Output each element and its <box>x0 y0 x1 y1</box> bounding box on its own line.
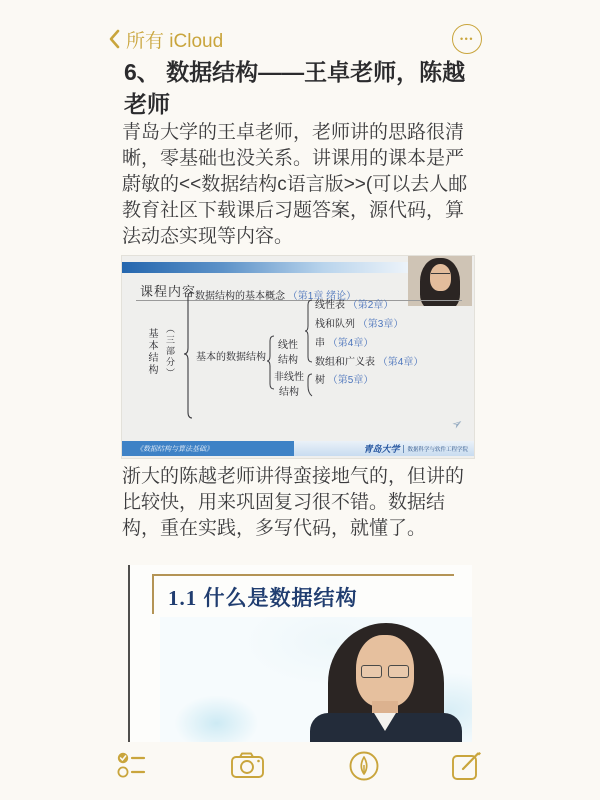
slide-heading: 课程内容 <box>140 284 197 299</box>
tree-root-note: （三部分） <box>165 324 175 379</box>
tree-leaf: 数组和广义表 <box>315 357 375 368</box>
tree-node-linear-line2: 结构 <box>278 355 298 366</box>
tree-node-basic: 基本的数据结构 <box>196 352 266 363</box>
tree-leaf-ref: （第5章） <box>327 375 374 386</box>
tree-node-linear-line1: 线性 <box>278 340 298 351</box>
back-button[interactable] <box>108 26 223 52</box>
tree-node-nonlinear-line2: 结构 <box>279 387 299 398</box>
tree-leaf: 栈和队列 <box>315 319 355 330</box>
note-title[interactable]: 6、 数据结构——王卓老师，陈越老师 <box>124 59 466 117</box>
tree-leaf: 线性表 <box>315 300 345 311</box>
chevron-left-icon <box>108 29 120 49</box>
tree-node-nonlinear-line1: 非线性 <box>274 372 304 383</box>
tree-leaf-ref: （第2章） <box>347 300 394 311</box>
university-logo-text: 青岛大学 <box>363 444 400 454</box>
lecturer-video-frame <box>160 617 472 742</box>
camera-icon[interactable] <box>230 750 266 785</box>
tree-node-concept: 数据结构的基本概念 <box>195 291 285 302</box>
note-paragraph-1[interactable]: 青岛大学的王卓老师，老师讲的思路很清晰，零基础也没关系。讲课用的课本是严蔚敏的<<数据结构c语言版>>(可以去人邮教育社区下载课后习题答案，源代码，算法动态实现等内容。 <box>122 122 468 247</box>
course-structure-tree <box>122 256 474 458</box>
tree-leaf: 树 <box>315 375 325 386</box>
college-name: 数据科学与软件工程学院 <box>403 445 468 453</box>
tree-node-concept-ref: （第1章 绪论） <box>287 291 357 302</box>
title-frame-line <box>152 574 154 614</box>
tree-leaf-ref: （第4章） <box>327 338 374 349</box>
slide-footer-branding <box>294 441 474 456</box>
compose-icon[interactable] <box>450 750 484 787</box>
glasses-icon <box>361 665 409 677</box>
note-paragraph-2[interactable]: 浙大的陈越老师讲得蛮接地气的，但讲的比较快，用来巩固复习很不错。数据结构，重在实践，多写代码，就懂了。 <box>122 466 465 539</box>
tree-leaf-ref: （第4章） <box>377 357 424 368</box>
slide-footer <box>122 441 474 456</box>
title-frame-line <box>152 574 454 576</box>
markup-pen-icon[interactable] <box>348 750 380 787</box>
tree-root-label: 基本结构 <box>146 328 157 376</box>
tree-leaf: 串 <box>315 338 325 349</box>
slide-footer-course-name: 《数据结构与算法基础》 <box>122 441 294 456</box>
mouse-cursor-icon: ➢ <box>448 414 466 433</box>
attachment-image-what-is-data-structure[interactable] <box>128 565 472 742</box>
slide2-heading: 1.1 什么是数据结构 <box>168 586 358 610</box>
back-button-label: 所有 iCloud <box>126 30 224 52</box>
ellipsis-icon: ••• <box>460 33 474 44</box>
tree-leaf-ref: （第3章） <box>357 319 404 330</box>
more-options-button[interactable] <box>452 24 482 54</box>
attachment-image-course-outline[interactable] <box>122 256 474 458</box>
checklist-icon[interactable] <box>116 750 148 785</box>
notes-bottom-toolbar <box>0 748 600 788</box>
